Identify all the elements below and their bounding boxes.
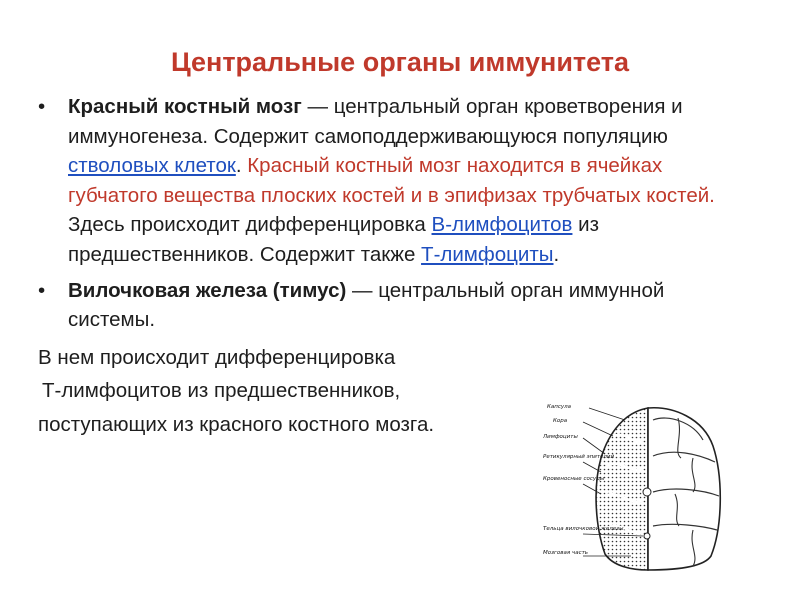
text-part: Здесь происходит дифференцировка (68, 213, 432, 237)
text-part: . (553, 242, 560, 266)
text-part: . (235, 154, 242, 178)
bullet-thymus (38, 276, 718, 335)
label-cortex: Кора (553, 418, 568, 424)
thymus-diagram (543, 396, 783, 572)
link-stem-cells[interactable]: стволовых клеток (68, 154, 236, 178)
label-thymic-bodies: Тельца вилочковой железы (543, 526, 624, 532)
label-lymphocytes: Лимфоциты (543, 434, 578, 440)
bullet-dot: • (38, 278, 46, 302)
bullet-dot: • (38, 95, 46, 118)
term-red-bone-marrow: Красный костный мозг (68, 95, 302, 118)
text-part: центральный орган кроветворения и иммуногенеза. Содержит самоподдерживающуюся популяцию (68, 95, 683, 148)
paragraph-line: Т-лимфоцитов из предшественников, (42, 379, 401, 403)
text-part: центральный орган иммунной системы. (68, 278, 665, 332)
label-reticular-epithelium: Ретикулярный эпителий (543, 454, 615, 460)
term-thymus: Вилочковая железа (тимус) (68, 278, 347, 302)
text-part: из предшественников. Содержит также (68, 213, 599, 266)
lobule-left-half (596, 408, 648, 570)
highlight-text-location: Красный костный мозг находится в ячейках губчатого вещества плоских костей и в эпифизах трубчатых костей. (68, 154, 715, 207)
link-b-lymphocytes[interactable]: B-лимфоцитов (431, 213, 573, 237)
label-blood-vessels: Кровеносные сосуды (543, 476, 605, 482)
dash: — (301, 95, 334, 118)
label-capsule: Капсула (547, 404, 572, 410)
bullet-red-bone-marrow (38, 92, 718, 270)
paragraph-line: поступающих из красного костного мозга. (38, 412, 435, 436)
dash: — (346, 278, 379, 302)
slide-title: Центральные органы иммунитета (170, 47, 630, 77)
label-medulla: Мозговая часть (543, 550, 589, 556)
slide-content (38, 92, 718, 440)
link-t-lymphocytes[interactable]: Т-лимфоциты (421, 242, 554, 266)
paragraph-line: В нем происходит дифференцировка (38, 345, 396, 369)
